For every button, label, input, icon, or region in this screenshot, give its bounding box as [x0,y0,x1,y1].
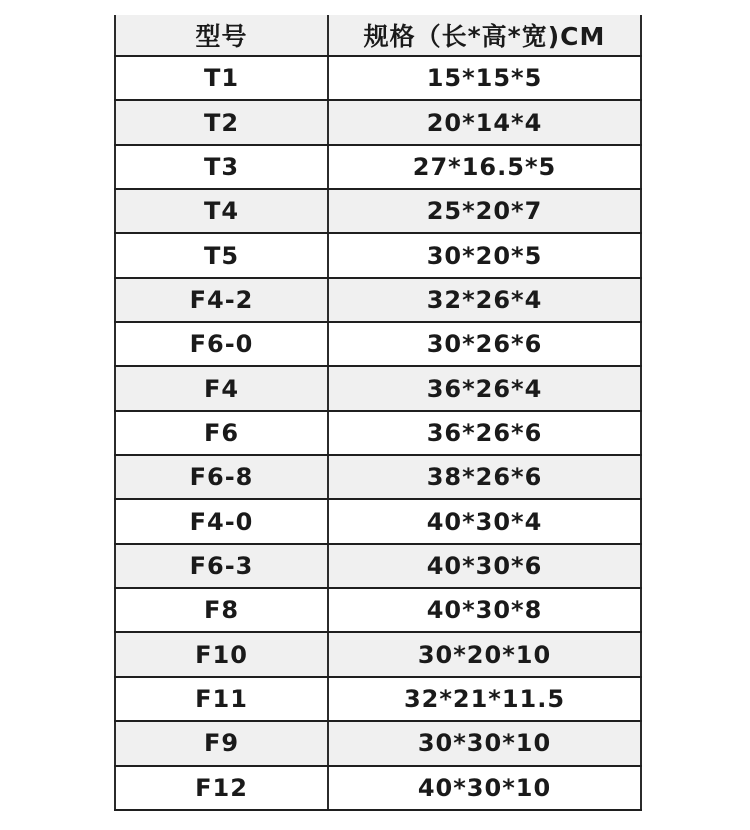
table-row [115,366,641,410]
table-row [115,499,641,543]
cell-model: F6-8 [115,455,328,499]
cell-size: 20*14*4 [328,100,641,144]
cell-model: F6-0 [115,322,328,366]
table-row [115,189,641,233]
cell-model: T3 [115,145,328,189]
box-spec-table [114,15,642,811]
cell-model: F12 [115,766,328,810]
cell-model: F4-2 [115,278,328,322]
table-row [115,677,641,721]
cell-model: T5 [115,233,328,277]
cell-model: F9 [115,721,328,765]
cell-model: F4 [115,366,328,410]
cell-size: 40*30*8 [328,588,641,632]
cell-size: 40*30*6 [328,544,641,588]
cell-model: T4 [115,189,328,233]
cell-size: 40*30*4 [328,499,641,543]
cell-size: 30*30*10 [328,721,641,765]
table-row [115,544,641,588]
cell-size: 38*26*6 [328,455,641,499]
cell-model: F6-3 [115,544,328,588]
table-row [115,56,641,100]
table-row [115,455,641,499]
cell-size: 32*21*11.5 [328,677,641,721]
table-header-row [115,15,641,56]
cell-size: 30*26*6 [328,322,641,366]
cell-model: F11 [115,677,328,721]
cell-model: F8 [115,588,328,632]
cell-size: 32*26*4 [328,278,641,322]
table-row [115,411,641,455]
cell-model: T2 [115,100,328,144]
table-row [115,145,641,189]
cell-model: F6 [115,411,328,455]
cell-size: 15*15*5 [328,56,641,100]
cell-model: T1 [115,56,328,100]
cell-size: 25*20*7 [328,189,641,233]
cell-size: 36*26*6 [328,411,641,455]
cell-size: 40*30*10 [328,766,641,810]
cell-model: F4-0 [115,499,328,543]
table-row [115,632,641,676]
table-row [115,278,641,322]
cell-size: 30*20*5 [328,233,641,277]
cell-size: 27*16.5*5 [328,145,641,189]
cell-size: 30*20*10 [328,632,641,676]
cell-model: F10 [115,632,328,676]
header-model: 型号 [115,15,328,56]
table-row [115,322,641,366]
table-row [115,766,641,810]
header-size: 规格（长*高*宽)CM [328,15,641,56]
table-row [115,100,641,144]
table-row [115,233,641,277]
cell-size: 36*26*4 [328,366,641,410]
table-row [115,721,641,765]
table-row [115,588,641,632]
